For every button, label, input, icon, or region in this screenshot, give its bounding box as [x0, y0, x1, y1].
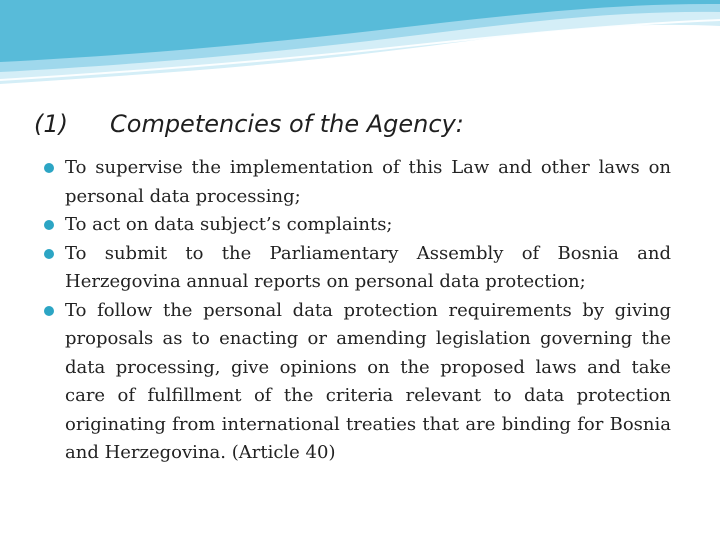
bullet-dot-icon: [44, 163, 54, 173]
list-item: [44, 240, 671, 297]
list-item: [44, 211, 671, 240]
bullet-text: To supervise the implementation of this Law and other laws on personal data processing;: [65, 157, 671, 207]
title-number: (1): [34, 110, 68, 138]
bullet-text: To act on data subject’s complaints;: [65, 214, 393, 235]
bullet-dot-icon: [44, 220, 54, 230]
slide-title: [34, 110, 464, 138]
bullet-dot-icon: [44, 306, 54, 316]
list-item: [44, 297, 671, 468]
title-text: Competencies of the Agency:: [110, 110, 464, 138]
bullet-text: To follow the personal data protection requirements by giving proposals as to enacting or amending legislation governing the data processing, give opinions on the proposed laws and take care of fulfillment of the criteria relevant to data protection originating from international treaties that are binding for Bosnia and Herzegovina. (Article 40): [65, 299, 671, 463]
list-item: [44, 154, 671, 211]
bullet-dot-icon: [44, 249, 54, 259]
header-wave-decoration: [0, 0, 720, 110]
bullet-text: To submit to the Parliamentary Assembly of Bosnia and Herzegovina annual reports on personal data protection;: [65, 242, 671, 292]
bullet-list: [44, 154, 671, 468]
